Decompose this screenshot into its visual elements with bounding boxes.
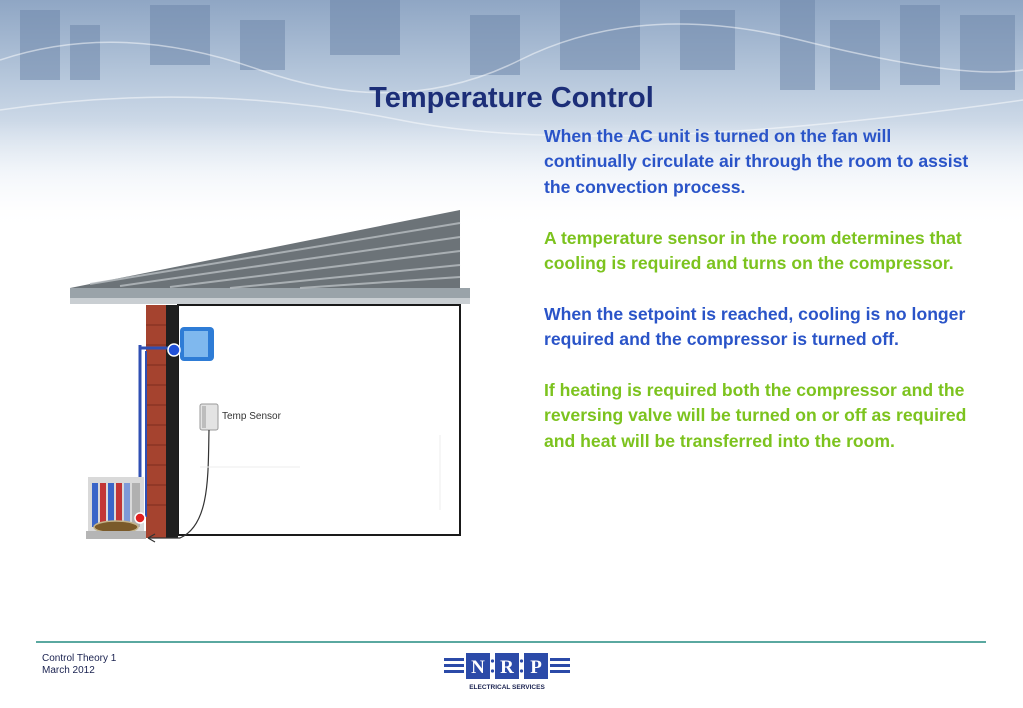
footer-divider bbox=[36, 641, 986, 643]
slide-title: Temperature Control bbox=[369, 82, 654, 114]
logo-subtitle: ELECTRICAL SERVICES bbox=[469, 684, 545, 691]
body-text-block bbox=[544, 124, 984, 480]
roof bbox=[70, 210, 460, 288]
paragraph-heating: If heating is required both the compressor and the reversing valve will be turned on or off as required and heat will be transferred into the room. bbox=[544, 380, 967, 451]
compressor-indicator-dot bbox=[135, 513, 145, 523]
paragraph-temp-sensor: A temperature sensor in the room determines that cooling is required and turns on the compressor. bbox=[544, 227, 962, 274]
nrp-logo bbox=[440, 650, 574, 694]
paragraph-setpoint: When the setpoint is reached, cooling is no longer required and the compressor is turned off. bbox=[544, 303, 966, 350]
logo-letter-n: N bbox=[471, 657, 485, 678]
footer-info bbox=[42, 653, 116, 677]
logo-letter-r: R bbox=[500, 657, 514, 678]
room-interior bbox=[178, 305, 460, 535]
paragraph-fan-circulation: When the AC unit is turned on the fan will continually circulate air through the room to assist the convection process. bbox=[544, 126, 969, 197]
indoor-unit-indicator-dot bbox=[168, 344, 180, 356]
footer-date: March 2012 bbox=[42, 665, 95, 676]
temp-sensor-label: Temp Sensor bbox=[222, 411, 281, 422]
logo-letter-p: P bbox=[530, 657, 542, 678]
house-ac-diagram bbox=[60, 205, 470, 550]
brick-wall bbox=[146, 305, 166, 538]
footer-course-title: Control Theory 1 bbox=[42, 653, 117, 664]
